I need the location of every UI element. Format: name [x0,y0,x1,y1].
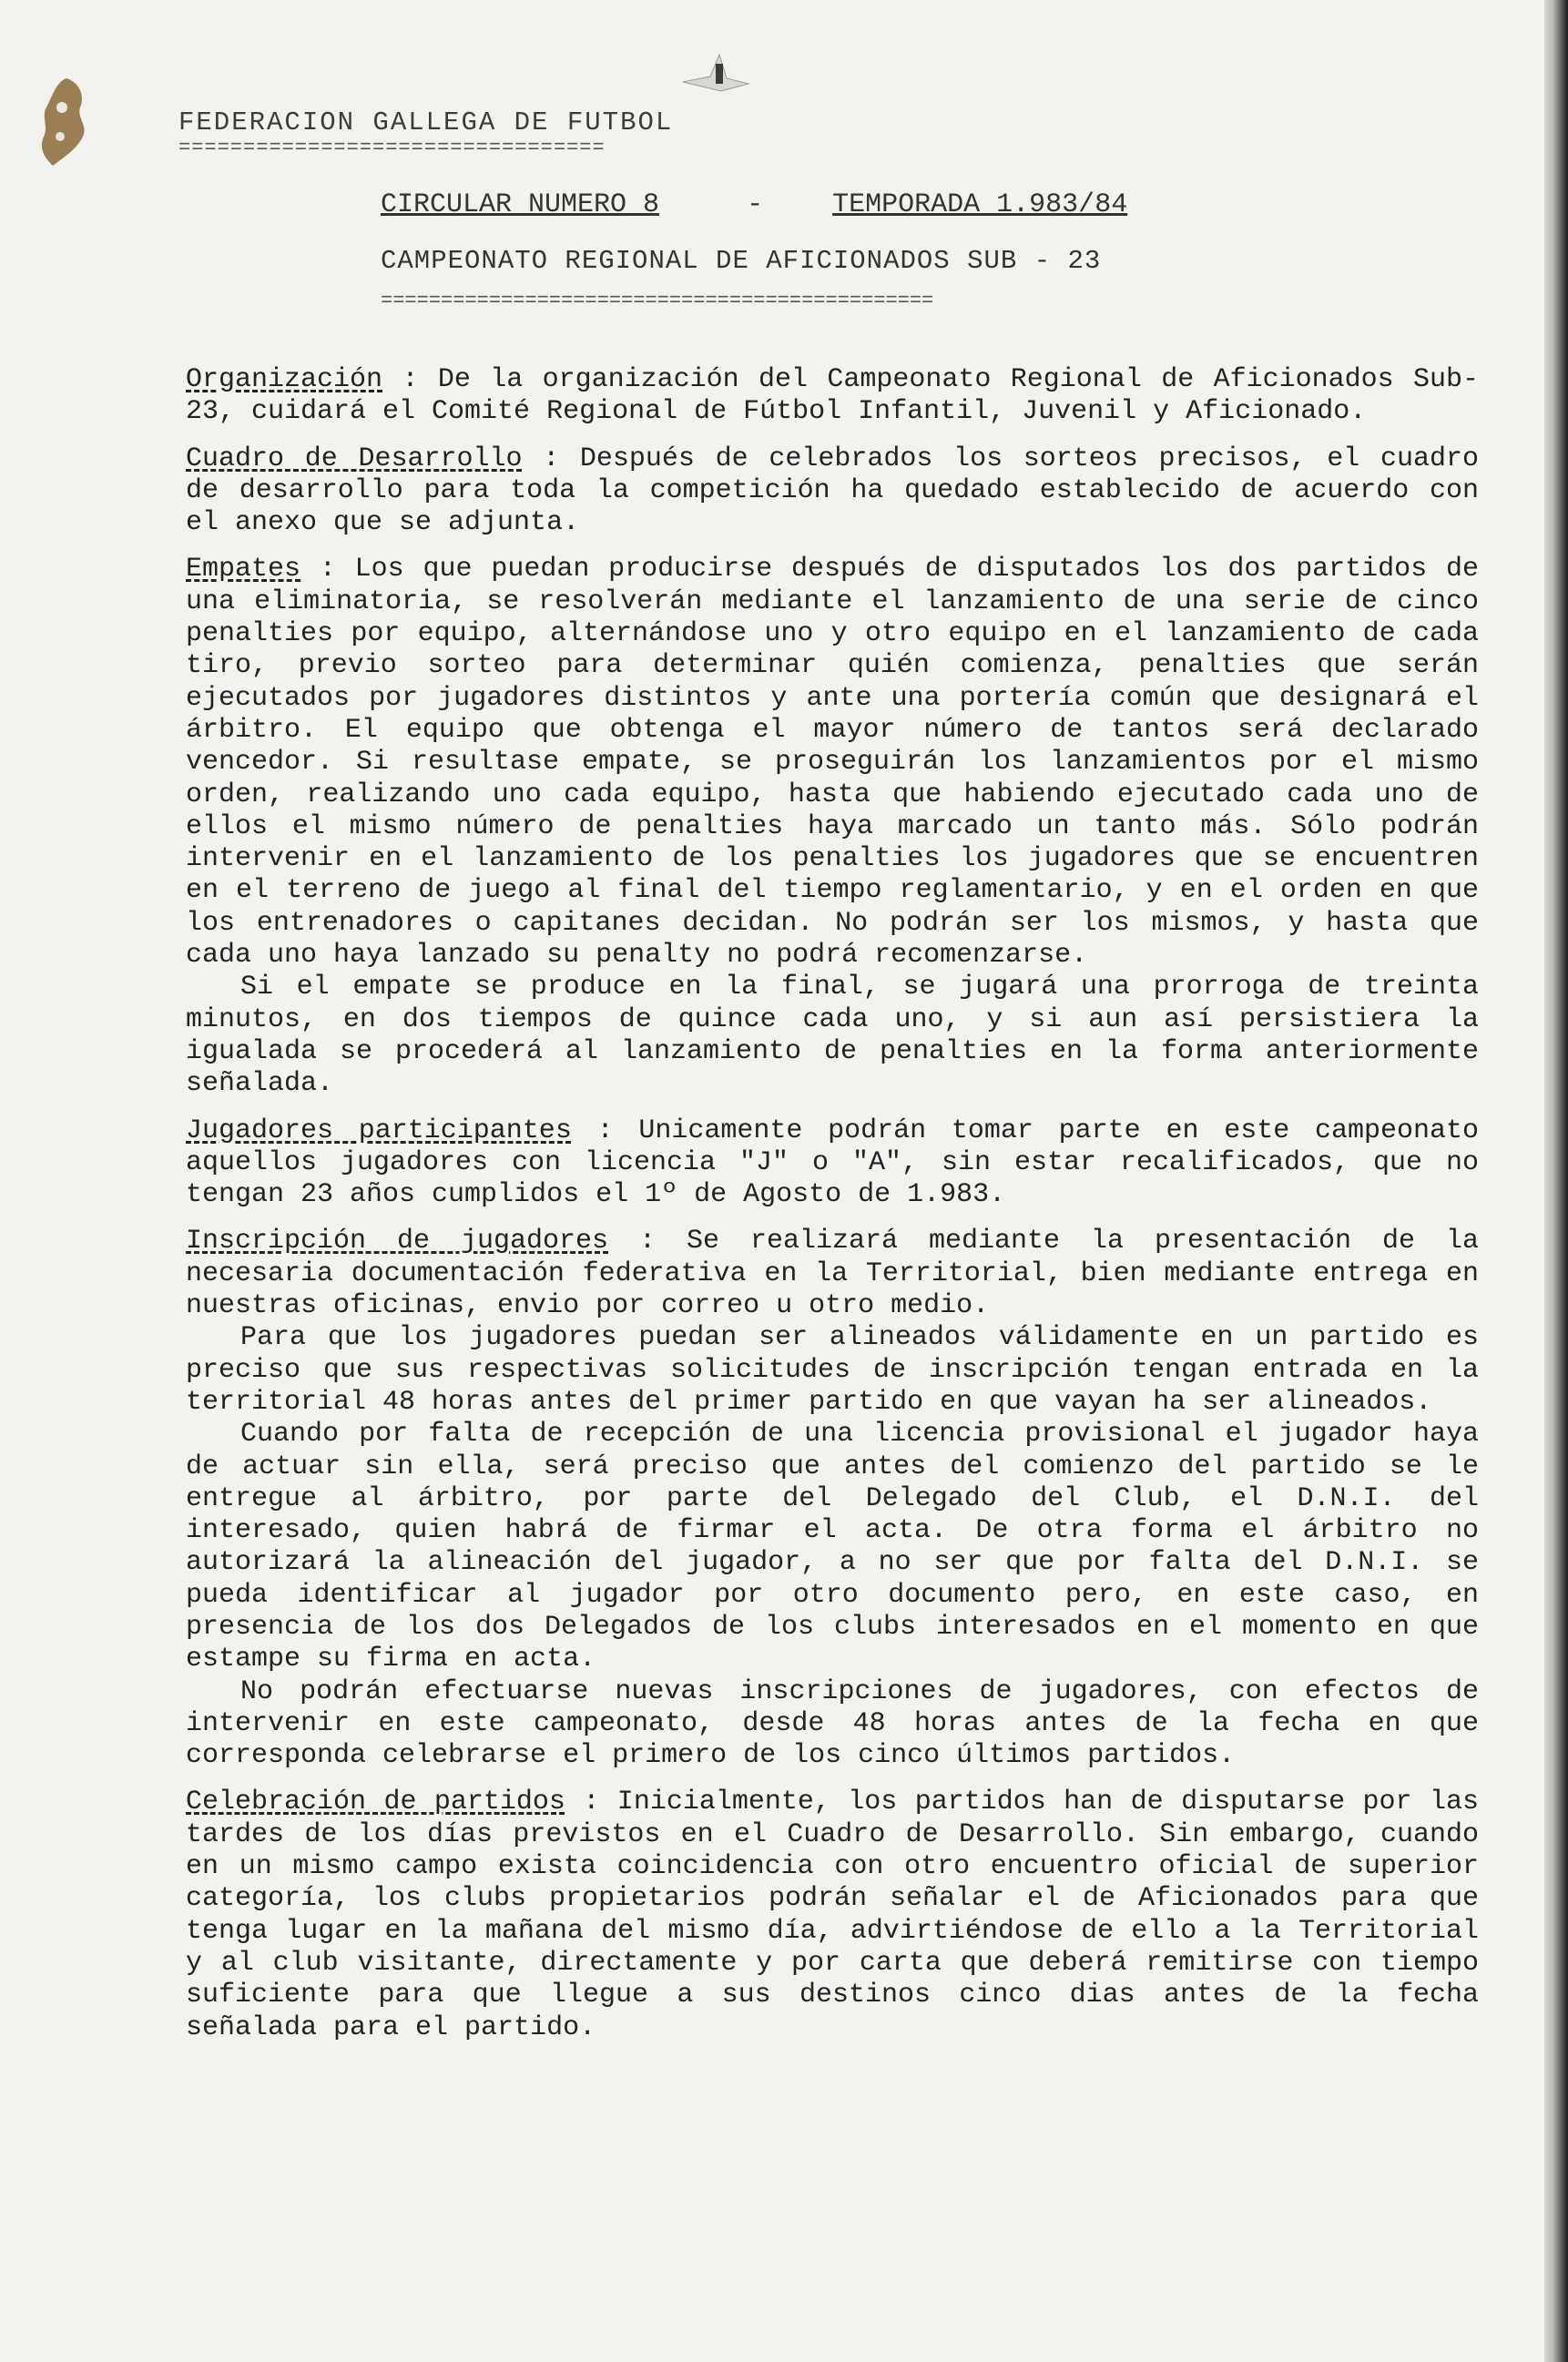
heading-cuadro: Cuadro de Desarrollo [186,443,523,474]
circular-number: CIRCULAR NUMERO 8 [381,189,660,220]
federation-name: FEDERACION GALLEGA DE FUTBOL [178,107,674,137]
text-inscripcion-3: Cuando por falta de recepción de una licencia provisional el jugador haya de actuar sin ella, será preciso que antes del comienzo del partido se le entregue al árbitro, por parte del Delegado del Club, el D.N.I. del interesado, quien habrá de firmar el acta. De otra forma el árbitro no autorizará la alineación del jugador, a no ser que por falta del D.N.I. se pueda identificar al jugador por otro documento pero, en este caso, en presencia de los dos Delegados de los clubs interesados en el momento en que estampe su firma en acta. [186,1419,1479,1675]
text-empates: : Los que puedan producirse después de disputados los dos partidos de una eliminatoria, se resolverán mediante el lanzamiento de una serie de cinco penalties por equipo, alternándose uno y otro equipo en el lanzamiento de cada tiro, previo sorteo para determinar quién comienza, penalties que serán ejecutados por jugadores distintos y ante una portería común que designará el árbitro. El equipo que obtenga el mayor número de tantos será declarado vencedor. Si resultase empate, se proseguirán los lanzamientos por el mismo orden, realizando uno cada equipo, hasta que habiendo ejecutado cada uno de ellos el mismo número de penalties haya marcado un tanto más. Sólo podrán intervenir en el lanzamiento de los penalties los jugadores que se encuentren en el terreno de juego al final del tiempo reglamentario, y en el orden en que los entrenadores o capitanes decidan. No podrán ser los mismos, y hasta que cada uno haya lanzado su penalty no podrá recomenzarse. [186,554,1479,972]
text-jugadores: : Unicamente podrán tomar parte en este campeonato aquellos jugadores con licencia "J" o "A", sin estar recalificados, que no tengan 23 años cumplidos el 1º de Agosto de 1.983. [186,1115,1479,1211]
heading-empates: Empates [186,554,301,585]
heading-organizacion: Organización [186,364,383,395]
section-celebracion [186,1787,1479,2043]
rust-stain [25,71,107,171]
page-edge [1544,0,1568,2362]
section-inscripcion [186,1226,1479,1772]
section-jugadores [186,1115,1479,1212]
section-organizacion [186,364,1479,429]
section-cuadro [186,443,1479,540]
championship-rule: ============================================== [381,290,934,312]
text-organizacion: : De la organización del Campeonato Regional de Aficionados Sub-23, cuidará el Comité Regional de Fútbol Infantil, Juvenil y Aficionado. [186,364,1479,428]
text-celebracion: : Inicialmente, los partidos han de disputarse por las tardes de los días previstos en el Cuadro de Desarrollo. Sin embargo, cuando en un mismo campo exista coincidencia con otro encuentro oficial de superior categoría, los clubs propietarios podrán señalar el de Aficionados para que tenga lugar en la mañana del mismo día, advirtiéndose de ello a la Territorial y al club visitante, directamente y por carta que deberá remitirse con tiempo suficiente para que llegue a sus destinos cinco dias antes de la fecha señalada para el partido. [186,1787,1479,2043]
header-rule: ================================= [178,137,606,159]
season: TEMPORADA 1.983/84 [832,189,1128,220]
championship-title: CAMPEONATO REGIONAL DE AFICIONADOS SUB - 23 [381,246,1102,276]
heading-inscripcion: Inscripción de jugadores [186,1226,609,1257]
document-body [186,364,1479,2059]
text-empates-2: Si el empate se produce en la final, se jugará una prorroga de treinta minutos, en dos tiempos de quince cada uno, y si aun así persistiera la igualada se procederá al lanzamiento de penalties en la forma anteriormente señalada. [186,972,1479,1100]
text-cuadro: : Después de celebrados los sorteos precisos, el cuadro de desarrollo para toda la competición ha quedado establecido de acuerdo con el anexo que se adjunta. [186,443,1479,539]
heading-jugadores: Jugadores participantes [186,1115,572,1146]
circular-line [381,189,1127,220]
heading-celebracion: Celebración de partidos [186,1787,565,1818]
text-inscripcion-2: Para que los jugadores puedan ser alineados válidamente en un partido es preciso que sus respectivas solicitudes de inscripción tengan entrada en la territorial 48 horas antes del primer partido en que vayan ha ser alineados. [186,1322,1479,1418]
text-inscripcion: : Se realizará mediante la presentación de la necesaria documentación federativa en la Territorial, bien mediante entrega en nuestras oficinas, envio por correo u otro medio. [186,1226,1479,1322]
text-inscripcion-4: No podrán efectuarse nuevas inscripciones de jugadores, con efectos de intervenir en este campeonato, desde 48 horas antes de la fecha en que corresponda celebrarse el primero de los cinco últimos partidos. [186,1675,1479,1772]
section-empates [186,554,1479,1100]
circular-dash: - [747,189,764,220]
staple-tear [674,36,756,109]
